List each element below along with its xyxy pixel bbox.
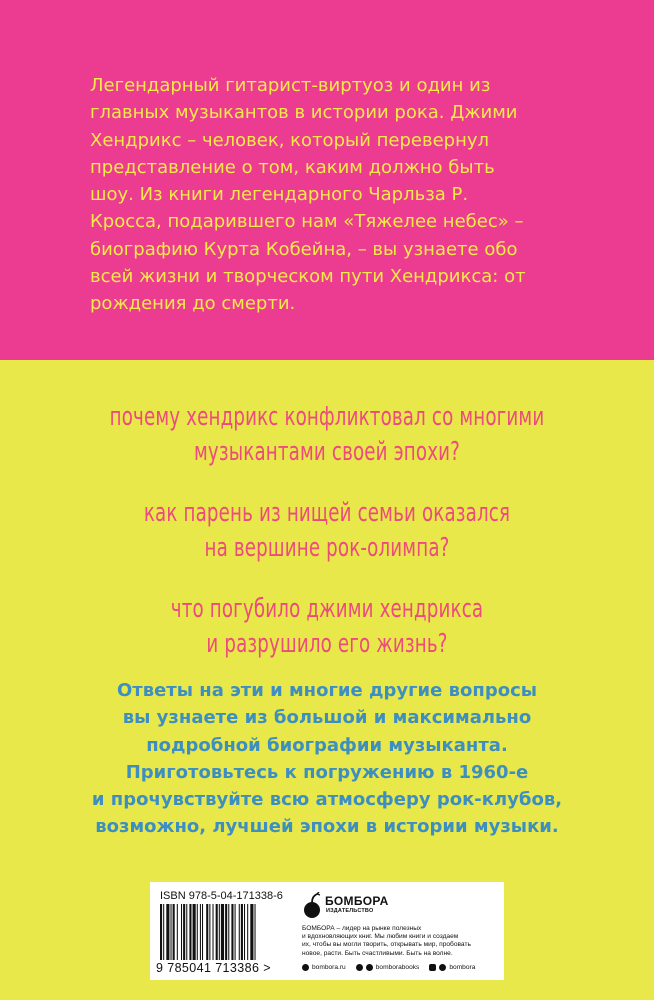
intro-line: Кросса, подарившего нам «Тяжелее небес» – [90,211,524,233]
ok-icon [439,964,446,971]
youtube-icon [429,964,436,971]
publisher-description [302,925,498,958]
intro-line: Легендарный гитарист-виртуоз и один из [90,75,491,96]
answer-line: вы узнаете из большой и максимально [122,707,532,729]
question-1 [0,400,654,470]
publisher-subtitle: ИЗДАТЕЛЬСТВО [326,908,374,914]
answer-line: и прочувствуйте всю атмосферу рок-клубов, [91,789,563,811]
question-3 [0,592,654,662]
intro-line: шоу. Из книги легендарного Чарльза Р. [90,184,469,206]
questions-block [0,400,654,688]
question-line: как парень из нищей семьи оказался [143,498,511,528]
social-links [302,964,475,971]
question-line: на вершине рок-олимпа? [204,533,450,563]
publisher-desc-line: БОМБОРА – лидер на рынке полезных [302,925,422,932]
barcode-digits: 9 785041 713386 > [156,961,271,975]
answer-line: возможно, лучшей эпохи в истории музыки. [95,816,559,838]
publisher-desc-line: их, чтобы вы могли творить, открывать мир, пробовать [302,941,471,949]
question-line: что погубило джими хендрикса [170,594,484,624]
publisher-desc-line: и вдохновляющих книг. Мы любим книги и создаем [302,933,459,941]
isbn-label: ISBN 978-5-04-171338-6 [160,890,283,902]
question-2 [0,496,654,566]
intro-paragraph [90,72,570,318]
social-handle[interactable]: bombora [449,964,476,971]
publisher-name: БОМБОРА [325,894,389,908]
answer-paragraph [0,677,654,841]
vk-icon [356,964,363,971]
barcode-icon [160,904,288,960]
intro-line: всей жизни и творческом пути Хендрикса: от [90,266,526,288]
intro-line: Хендрикс – человек, который перевернул [90,129,489,151]
answer-line: Приготовьтесь к погружению в 1960-е [125,761,529,783]
publisher-desc-line: новое, расти. Быть счастливыми. Быть на волне. [302,949,453,957]
intro-line: представление о том, каким должно быть [90,156,495,178]
barcode-panel [150,882,504,980]
globe-icon [302,964,309,971]
social-books[interactable]: bomborabooks [375,964,420,971]
answer-line: подробной биографии музыканта. [146,734,508,756]
question-line: музыкантами своей эпохи? [193,437,461,467]
question-line: и разрушило его жизнь? [206,629,448,659]
answer-line: Ответы на эти и многие другие вопросы [116,680,538,701]
social-website[interactable]: bombora.ru [312,964,346,971]
question-line: почему хендрикс конфликтовал со многими [109,402,545,432]
intro-line: главных музыкантов в истории рока. Джими [90,102,518,124]
intro-line: рождения до смерти. [90,293,296,315]
intro-line: биографию Курта Кобейна, – вы узнаете обо [90,238,518,260]
telegram-icon [366,964,373,971]
publisher-logo-icon [302,892,322,920]
